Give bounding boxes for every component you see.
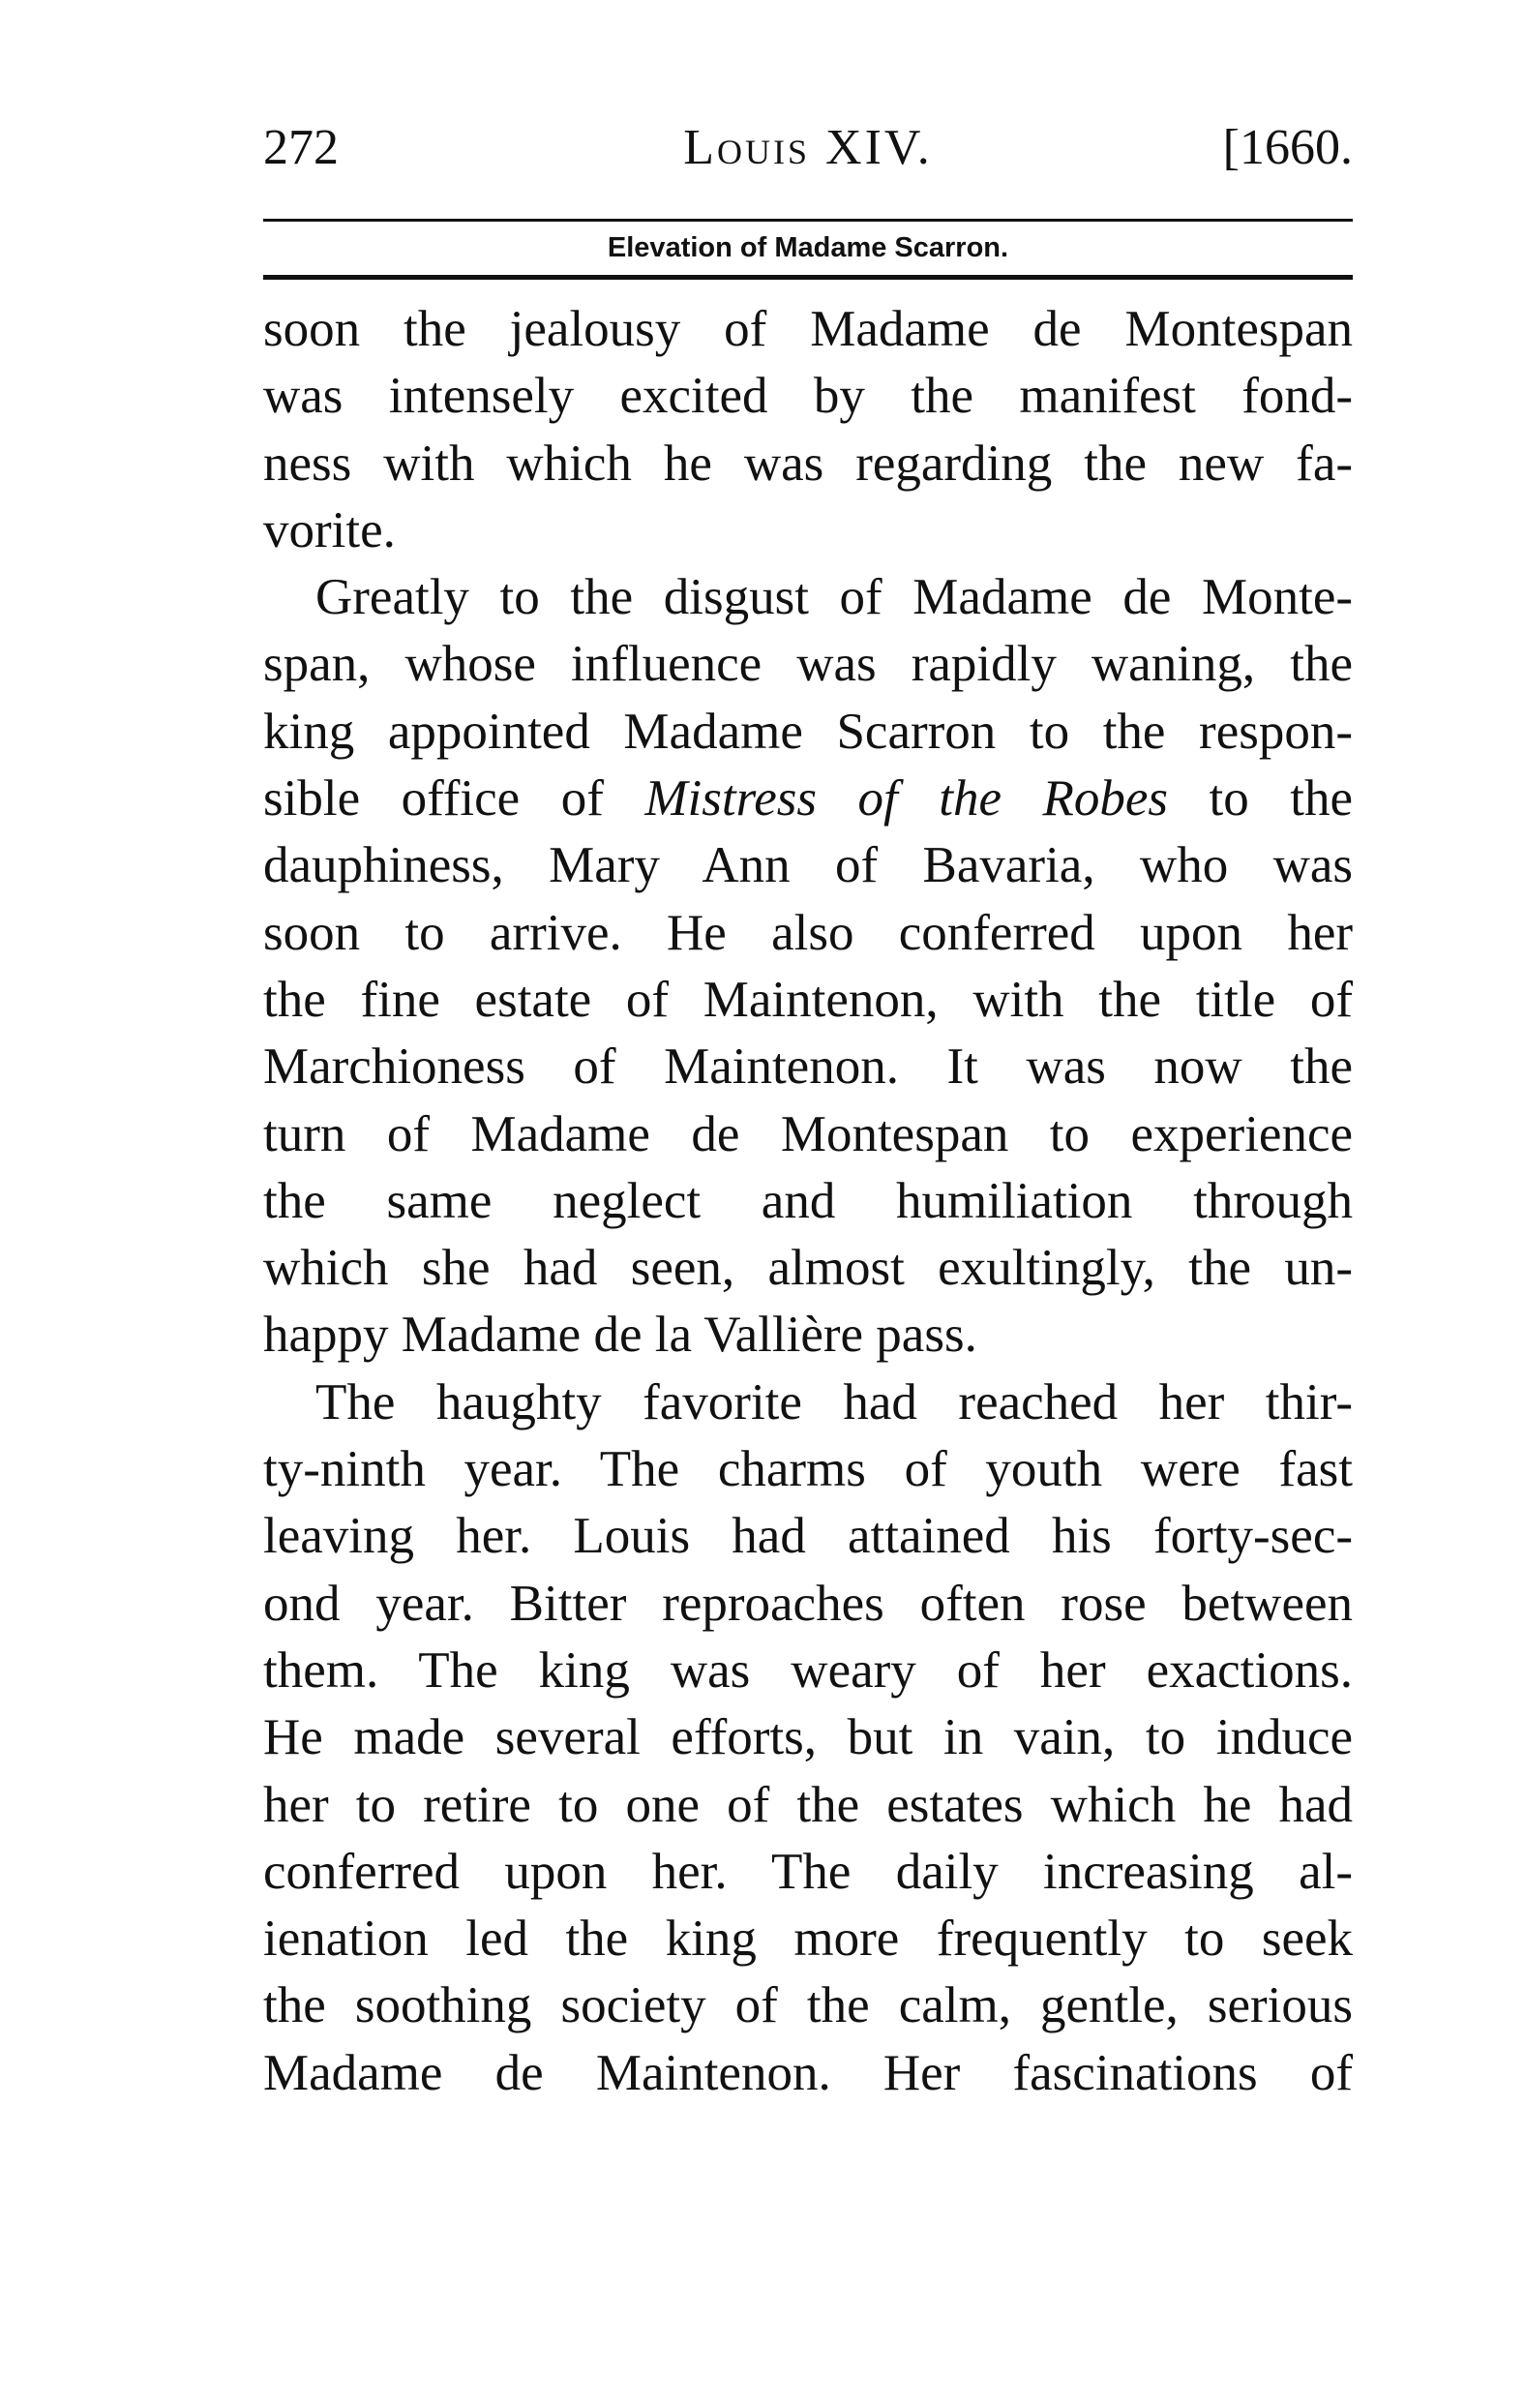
paragraph-1 xyxy=(263,296,1353,564)
text-line-with-italic xyxy=(263,766,1353,832)
text-line-end: to the xyxy=(1168,770,1353,828)
running-year: [1660. xyxy=(1222,120,1353,175)
header-rule-top xyxy=(263,219,1353,222)
text-line: ty-ninth year. The charms of youth were fast xyxy=(263,1441,1353,1498)
text-line: the same neglect and humiliation through xyxy=(263,1172,1353,1229)
section-heading: Elevation of Madame Scarron. xyxy=(607,232,1009,263)
text-line: the soothing society of the calm, gentle, serious xyxy=(263,1977,1353,2034)
text-line-start: sible office of xyxy=(263,770,645,828)
paragraph-3 xyxy=(263,1370,1353,2107)
text-line: soon to arrive. He also conferred upon her xyxy=(263,904,1353,961)
text-line: king appointed Madame Scarron to the respon- xyxy=(263,703,1353,760)
text-line: the fine estate of Maintenon, with the title of xyxy=(263,971,1353,1028)
page-number: 272 xyxy=(263,120,339,175)
text-line: span, whose influence was rapidly waning, the xyxy=(263,636,1353,693)
body-text xyxy=(263,296,1353,2107)
text-line: The haughty favorite had reached her thir- xyxy=(315,1373,1353,1430)
text-line: them. The king was weary of her exactions. xyxy=(263,1641,1353,1699)
paragraph-2 xyxy=(263,564,1353,1370)
text-line: soon the jealousy of Madame de Montespan xyxy=(263,301,1353,357)
text-line: ienation led the king more frequently to seek xyxy=(263,1911,1353,1968)
text-line: ond year. Bitter reproaches often rose between xyxy=(263,1575,1353,1632)
text-line: Madame de Maintenon. Her fascinations of xyxy=(263,2044,1353,2101)
text-line: ness with which he was regarding the new fa- xyxy=(263,435,1353,492)
text-line: her to retire to one of the estates which he had xyxy=(263,1776,1353,1833)
text-line: dauphiness, Mary Ann of Bavaria, who was xyxy=(263,837,1353,894)
text-line: vorite. xyxy=(263,501,396,558)
text-line: conferred upon her. The daily increasing al- xyxy=(263,1843,1353,1900)
header-rule-bottom xyxy=(263,275,1353,280)
text-line: happy Madame de la Vallière pass. xyxy=(263,1307,977,1364)
running-title: Louis XIV. xyxy=(683,120,933,175)
text-line: turn of Madame de Montespan to experience xyxy=(263,1105,1353,1162)
italic-title: Mistress of the Robes xyxy=(644,770,1169,828)
text-line: Marchioness of Maintenon. It was now the xyxy=(263,1038,1353,1096)
running-head xyxy=(263,114,1353,182)
text-line: was intensely excited by the manifest fond- xyxy=(263,368,1353,425)
text-line: leaving her. Louis had attained his forty-sec- xyxy=(263,1508,1353,1565)
text-line: He made several efforts, but in vain, to induce xyxy=(263,1709,1353,1766)
text-line: Greatly to the disgust of Madame de Monte- xyxy=(315,569,1353,626)
text-line: which she had seen, almost exultingly, the un- xyxy=(263,1240,1353,1297)
